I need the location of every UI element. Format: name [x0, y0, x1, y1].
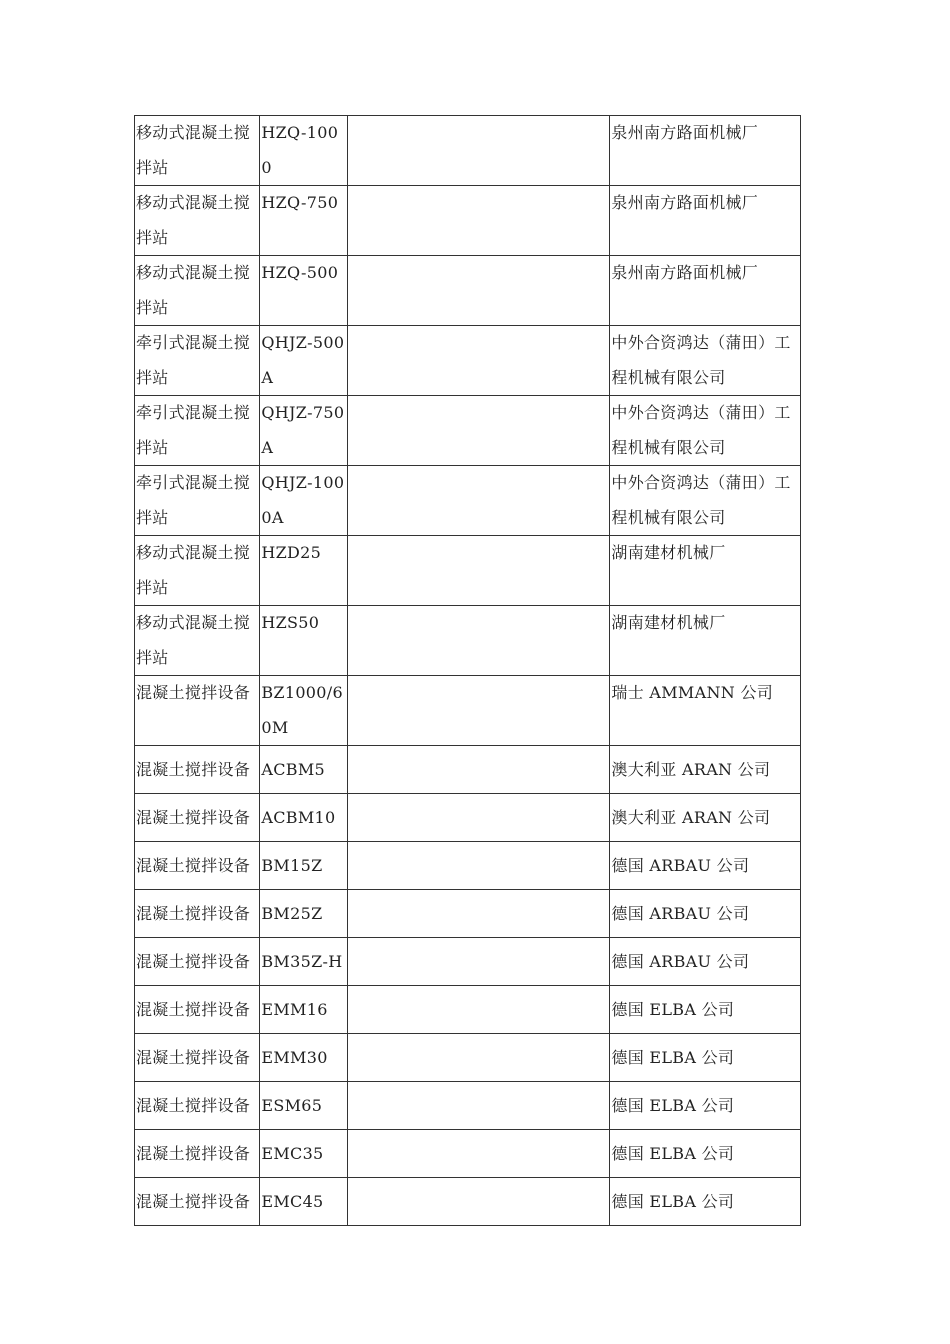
manufacturer-cell: [610, 1034, 801, 1082]
spec-cell: [347, 1178, 610, 1226]
model-cell-text: EMC45: [261, 1192, 324, 1211]
equipment-name-cell: [135, 396, 260, 466]
manufacturer-cell: [610, 1130, 801, 1178]
equipment-name-cell: [135, 116, 260, 186]
equipment-name-cell-text: 混凝土搅拌设备: [136, 1096, 251, 1115]
table-row: [135, 466, 801, 536]
equipment-name-cell-text: 混凝土搅拌设备: [136, 808, 251, 827]
manufacturer-cell: [610, 938, 801, 986]
equipment-name-cell-text: 混凝土搅拌设备: [136, 1192, 251, 1211]
spec-cell: [347, 466, 610, 536]
manufacturer-cell: [610, 536, 801, 606]
equipment-name-cell-text: 移动式混凝土搅拌站: [136, 543, 251, 597]
model-cell-text: QHJZ-750A: [261, 403, 345, 457]
manufacturer-cell-text: 瑞士 AMMANN 公司: [611, 683, 774, 702]
model-cell: [260, 890, 347, 938]
equipment-name-cell-text: 移动式混凝土搅拌站: [136, 613, 251, 667]
table-row: [135, 1130, 801, 1178]
equipment-name-cell-text: 混凝土搅拌设备: [136, 1144, 251, 1163]
manufacturer-cell: [610, 746, 801, 794]
model-cell-text: HZQ-750: [261, 193, 339, 212]
equipment-name-cell: [135, 606, 260, 676]
equipment-table-body: [135, 116, 801, 1226]
table-row: [135, 890, 801, 938]
table-row: [135, 256, 801, 326]
manufacturer-cell-text: 德国 ELBA 公司: [611, 1000, 735, 1019]
model-cell-text: BZ1000/60M: [261, 683, 343, 737]
model-cell: [260, 938, 347, 986]
spec-cell: [347, 1130, 610, 1178]
manufacturer-cell-text: 德国 ELBA 公司: [611, 1048, 735, 1067]
manufacturer-cell-text: 德国 ELBA 公司: [611, 1192, 735, 1211]
manufacturer-cell: [610, 794, 801, 842]
model-cell: [260, 746, 347, 794]
equipment-name-cell: [135, 536, 260, 606]
model-cell: [260, 1130, 347, 1178]
model-cell-text: ESM65: [261, 1096, 323, 1115]
equipment-name-cell-text: 混凝土搅拌设备: [136, 683, 251, 702]
equipment-name-cell: [135, 890, 260, 938]
manufacturer-cell-text: 德国 ARBAU 公司: [611, 904, 750, 923]
spec-cell: [347, 842, 610, 890]
model-cell: [260, 186, 347, 256]
manufacturer-cell: [610, 396, 801, 466]
model-cell: [260, 676, 347, 746]
equipment-name-cell-text: 移动式混凝土搅拌站: [136, 193, 251, 247]
table-row: [135, 938, 801, 986]
equipment-name-cell: [135, 842, 260, 890]
equipment-name-cell-text: 移动式混凝土搅拌站: [136, 123, 251, 177]
model-cell-text: BM25Z: [261, 904, 323, 923]
model-cell: [260, 606, 347, 676]
manufacturer-cell-text: 德国 ELBA 公司: [611, 1144, 735, 1163]
manufacturer-cell: [610, 186, 801, 256]
table-row: [135, 746, 801, 794]
model-cell-text: EMM30: [261, 1048, 328, 1067]
equipment-name-cell-text: 混凝土搅拌设备: [136, 1000, 251, 1019]
table-row: [135, 986, 801, 1034]
manufacturer-cell: [610, 986, 801, 1034]
manufacturer-cell: [610, 256, 801, 326]
table-row: [135, 396, 801, 466]
equipment-name-cell-text: 混凝土搅拌设备: [136, 1048, 251, 1067]
manufacturer-cell: [610, 842, 801, 890]
model-cell-text: HZQ-500: [261, 263, 339, 282]
table-row: [135, 1034, 801, 1082]
equipment-name-cell: [135, 938, 260, 986]
table-row: [135, 606, 801, 676]
equipment-name-cell-text: 混凝土搅拌设备: [136, 760, 251, 779]
spec-cell: [347, 1082, 610, 1130]
manufacturer-cell: [610, 116, 801, 186]
model-cell-text: EMM16: [261, 1000, 328, 1019]
manufacturer-cell-text: 德国 ARBAU 公司: [611, 856, 750, 875]
manufacturer-cell: [610, 676, 801, 746]
equipment-name-cell: [135, 746, 260, 794]
equipment-name-cell: [135, 256, 260, 326]
manufacturer-cell-text: 澳大利亚 ARAN 公司: [611, 760, 771, 779]
table-row: [135, 842, 801, 890]
table-row: [135, 1082, 801, 1130]
spec-cell: [347, 1034, 610, 1082]
table-row: [135, 536, 801, 606]
manufacturer-cell: [610, 606, 801, 676]
table-row: [135, 1178, 801, 1226]
equipment-name-cell-text: 牵引式混凝土搅拌站: [136, 403, 251, 457]
model-cell-text: HZS50: [261, 613, 320, 632]
manufacturer-cell-text: 中外合资鸿达（蒲田）工程机械有限公司: [611, 403, 791, 457]
spec-cell: [347, 890, 610, 938]
model-cell-text: BM35Z-H: [261, 952, 343, 971]
spec-cell: [347, 396, 610, 466]
model-cell: [260, 326, 347, 396]
equipment-name-cell: [135, 1130, 260, 1178]
equipment-name-cell-text: 移动式混凝土搅拌站: [136, 263, 251, 317]
manufacturer-cell: [610, 466, 801, 536]
model-cell: [260, 466, 347, 536]
model-cell: [260, 1034, 347, 1082]
model-cell: [260, 396, 347, 466]
manufacturer-cell-text: 德国 ARBAU 公司: [611, 952, 750, 971]
model-cell-text: QHJZ-500A: [261, 333, 345, 387]
equipment-table: [134, 115, 801, 1226]
model-cell: [260, 842, 347, 890]
table-row: [135, 794, 801, 842]
equipment-name-cell-text: 混凝土搅拌设备: [136, 904, 251, 923]
spec-cell: [347, 676, 610, 746]
manufacturer-cell-text: 湖南建材机械厂: [611, 543, 726, 562]
equipment-name-cell: [135, 186, 260, 256]
spec-cell: [347, 186, 610, 256]
equipment-name-cell: [135, 986, 260, 1034]
equipment-name-cell: [135, 466, 260, 536]
model-cell: [260, 986, 347, 1034]
model-cell-text: HZD25: [261, 543, 322, 562]
equipment-name-cell: [135, 1034, 260, 1082]
equipment-name-cell-text: 牵引式混凝土搅拌站: [136, 473, 251, 527]
model-cell: [260, 794, 347, 842]
manufacturer-cell: [610, 890, 801, 938]
model-cell-text: HZQ-1000: [261, 123, 339, 177]
table-row: [135, 116, 801, 186]
manufacturer-cell-text: 泉州南方路面机械厂: [611, 193, 759, 212]
model-cell: [260, 1082, 347, 1130]
spec-cell: [347, 256, 610, 326]
manufacturer-cell-text: 湖南建材机械厂: [611, 613, 726, 632]
manufacturer-cell: [610, 326, 801, 396]
manufacturer-cell-text: 中外合资鸿达（蒲田）工程机械有限公司: [611, 473, 791, 527]
table-row: [135, 186, 801, 256]
spec-cell: [347, 606, 610, 676]
equipment-name-cell-text: 混凝土搅拌设备: [136, 952, 251, 971]
spec-cell: [347, 116, 610, 186]
table-row: [135, 676, 801, 746]
model-cell-text: EMC35: [261, 1144, 324, 1163]
model-cell: [260, 1178, 347, 1226]
manufacturer-cell-text: 澳大利亚 ARAN 公司: [611, 808, 771, 827]
equipment-name-cell: [135, 1082, 260, 1130]
spec-cell: [347, 326, 610, 396]
equipment-name-cell: [135, 1178, 260, 1226]
model-cell: [260, 116, 347, 186]
spec-cell: [347, 746, 610, 794]
manufacturer-cell-text: 德国 ELBA 公司: [611, 1096, 735, 1115]
model-cell-text: QHJZ-1000A: [261, 473, 345, 527]
manufacturer-cell-text: 中外合资鸿达（蒲田）工程机械有限公司: [611, 333, 791, 387]
model-cell-text: ACBM5: [261, 760, 325, 779]
table-row: [135, 326, 801, 396]
model-cell-text: BM15Z: [261, 856, 323, 875]
manufacturer-cell: [610, 1178, 801, 1226]
manufacturer-cell-text: 泉州南方路面机械厂: [611, 263, 759, 282]
equipment-name-cell: [135, 794, 260, 842]
equipment-name-cell: [135, 676, 260, 746]
model-cell: [260, 536, 347, 606]
equipment-name-cell-text: 牵引式混凝土搅拌站: [136, 333, 251, 387]
manufacturer-cell: [610, 1082, 801, 1130]
equipment-name-cell-text: 混凝土搅拌设备: [136, 856, 251, 875]
spec-cell: [347, 986, 610, 1034]
spec-cell: [347, 536, 610, 606]
model-cell-text: ACBM10: [261, 808, 336, 827]
model-cell: [260, 256, 347, 326]
equipment-name-cell: [135, 326, 260, 396]
spec-cell: [347, 938, 610, 986]
spec-cell: [347, 794, 610, 842]
manufacturer-cell-text: 泉州南方路面机械厂: [611, 123, 759, 142]
